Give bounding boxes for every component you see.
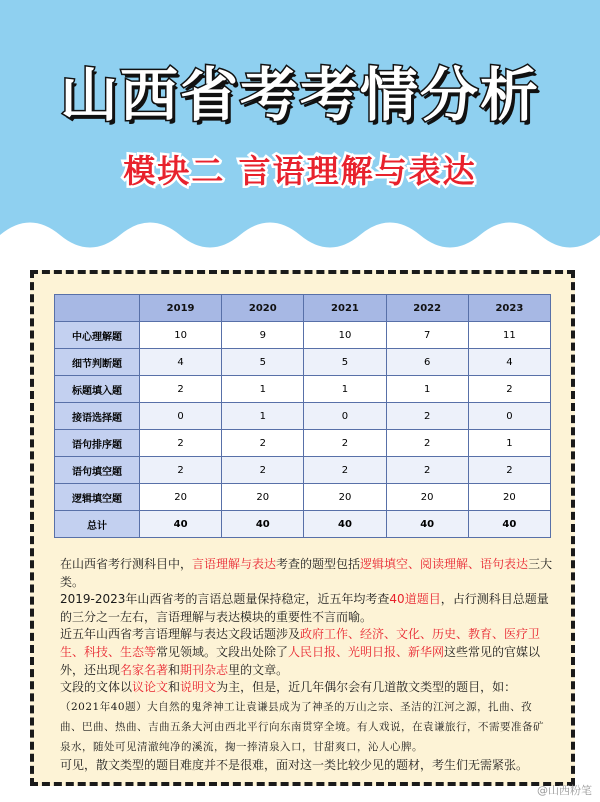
table-cell: 2 bbox=[386, 403, 468, 430]
table-cell: 20 bbox=[468, 484, 550, 511]
table-row bbox=[55, 349, 551, 376]
table-row bbox=[55, 430, 551, 457]
table-row-label: 接语选择题 bbox=[55, 403, 140, 430]
table-cell: 5 bbox=[304, 349, 386, 376]
table-row bbox=[55, 511, 551, 538]
content-card bbox=[30, 270, 575, 786]
highlight-text: 期刊杂志 bbox=[180, 662, 229, 677]
table-cell: 40 bbox=[140, 511, 222, 538]
body-text: 常见领域。文段出处除了 bbox=[156, 644, 289, 659]
body-text: 三大类。 bbox=[60, 557, 553, 589]
table-cell: 2 bbox=[140, 457, 222, 484]
table-cell: 1 bbox=[468, 430, 550, 457]
question-stats-table bbox=[54, 294, 551, 538]
table-cell: 4 bbox=[140, 349, 222, 376]
table-cell: 20 bbox=[222, 484, 304, 511]
body-text: 为主，但是，近几年偶尔会有几道散文类型的题目，如： bbox=[216, 680, 517, 695]
body-text: 可见，散文类型的题目难度并不是很难，面对这一类比较少见的题材，考生们无需紧张。 bbox=[60, 757, 529, 772]
body-text: ，占行测科目总题量的三分之一左右，言语理解与表达模块的重要性不言而喻。 bbox=[60, 592, 549, 624]
example-quote: （2021年40题）大自然的鬼斧神工让袁谦县成为了神圣的万山之宗、圣洁的江河之源，扎曲、孜曲、巴曲、热曲、吉曲五条大河由西北平行向东南贯穿全境。有人戏说，在袁谦旅行，不需要准备矿泉水，随处可见清澈纯净的溪流，掬一捧清泉入口，甘甜爽口，沁人心脾。 bbox=[60, 700, 544, 753]
table-body bbox=[55, 322, 551, 538]
highlight-text: 议论文 bbox=[132, 680, 169, 695]
table-cell: 2 bbox=[140, 430, 222, 457]
table-cell: 1 bbox=[304, 376, 386, 403]
table-cell: 2 bbox=[304, 457, 386, 484]
watermark: @山西粉笔 bbox=[537, 784, 592, 797]
table-cell: 2 bbox=[222, 430, 304, 457]
table-header-row bbox=[55, 295, 551, 322]
table-cell: 0 bbox=[468, 403, 550, 430]
paragraph-question-types bbox=[60, 556, 554, 591]
table-row-label: 逻辑填空题 bbox=[55, 484, 140, 511]
table-cell: 0 bbox=[304, 403, 386, 430]
table-row bbox=[55, 322, 551, 349]
table-year-header: 2023 bbox=[468, 295, 550, 322]
table-row bbox=[55, 403, 551, 430]
table-row-label: 标题填入题 bbox=[55, 376, 140, 403]
body-text: 近五年山西省考言语理解与表达文段话题涉及 bbox=[60, 627, 301, 642]
table-cell: 11 bbox=[468, 322, 550, 349]
table-cell: 20 bbox=[386, 484, 468, 511]
table-cell: 40 bbox=[386, 511, 468, 538]
table-row bbox=[55, 376, 551, 403]
page-subtitle: 模块二 言语理解与表达 bbox=[123, 152, 477, 190]
body-text: 考查的题型包括 bbox=[276, 557, 361, 571]
table-cell: 1 bbox=[222, 403, 304, 430]
table-cell: 20 bbox=[140, 484, 222, 511]
table-row bbox=[55, 457, 551, 484]
highlight-text: 政府工作、经济、文化、历史、教育、医疗卫生、科技、生态等 bbox=[60, 627, 541, 659]
table-cell: 40 bbox=[468, 511, 550, 538]
body-text: 在山西省考行测科目中， bbox=[60, 557, 193, 571]
stats-table-wrapper bbox=[54, 294, 551, 538]
table-cell: 1 bbox=[386, 376, 468, 403]
paragraph-conclusion bbox=[60, 757, 554, 775]
table-cell: 20 bbox=[304, 484, 386, 511]
table-cell: 2 bbox=[386, 430, 468, 457]
table-cell: 2 bbox=[386, 457, 468, 484]
table-cell: 2 bbox=[222, 457, 304, 484]
table-cell: 40 bbox=[304, 511, 386, 538]
table-cell: 2 bbox=[304, 430, 386, 457]
table-row-label: 总计 bbox=[55, 511, 140, 538]
table-cell: 0 bbox=[140, 403, 222, 430]
table-cell: 1 bbox=[222, 376, 304, 403]
table-year-header: 2021 bbox=[304, 295, 386, 322]
highlight-text: 名家名著 bbox=[120, 662, 169, 677]
table-row-label: 语句填空题 bbox=[55, 457, 140, 484]
paragraph-genres bbox=[60, 679, 554, 697]
table-cell: 2 bbox=[468, 376, 550, 403]
body-text: 和 bbox=[168, 680, 181, 695]
body-text: 文段的文体以 bbox=[60, 680, 133, 695]
page-title: 山西省考考情分析 bbox=[59, 61, 540, 129]
table-row-label: 细节判断题 bbox=[55, 349, 140, 376]
body-text: 2019-2023年山西省考的言语总题量保持稳定，近五年均考查 bbox=[60, 592, 390, 607]
paragraph-topics bbox=[60, 626, 554, 679]
table-row-label: 中心理解题 bbox=[55, 322, 140, 349]
table-cell: 6 bbox=[386, 349, 468, 376]
table-year-header: 2019 bbox=[140, 295, 222, 322]
table-row bbox=[55, 484, 551, 511]
table-row-label: 语句排序题 bbox=[55, 430, 140, 457]
highlight-text: 40道题目 bbox=[389, 592, 441, 607]
wave-divider bbox=[0, 205, 600, 255]
table-cell: 2 bbox=[140, 376, 222, 403]
body-text: 这些常见的官媒以外，还出现 bbox=[60, 644, 541, 677]
body-text: 里的文章。 bbox=[228, 662, 289, 677]
table-cell: 5 bbox=[222, 349, 304, 376]
body-text: 和 bbox=[168, 662, 181, 677]
table-year-header: 2022 bbox=[386, 295, 468, 322]
analysis-text bbox=[60, 556, 554, 774]
table-year-header: 2020 bbox=[222, 295, 304, 322]
highlight-text: 言语理解与表达 bbox=[192, 557, 277, 571]
highlight-text: 人民日报、光明日报、新华网 bbox=[288, 644, 445, 659]
table-cell: 40 bbox=[222, 511, 304, 538]
table-cell: 7 bbox=[386, 322, 468, 349]
table-cell: 4 bbox=[468, 349, 550, 376]
table-cell: 2 bbox=[468, 457, 550, 484]
table-cell: 10 bbox=[304, 322, 386, 349]
highlight-text: 逻辑填空、阅读理解、语句表达 bbox=[360, 557, 529, 571]
table-cell: 9 bbox=[222, 322, 304, 349]
table-cell: 10 bbox=[140, 322, 222, 349]
paragraph-question-count bbox=[60, 591, 554, 626]
table-corner-cell bbox=[55, 295, 140, 322]
highlight-text: 说明文 bbox=[180, 680, 217, 695]
